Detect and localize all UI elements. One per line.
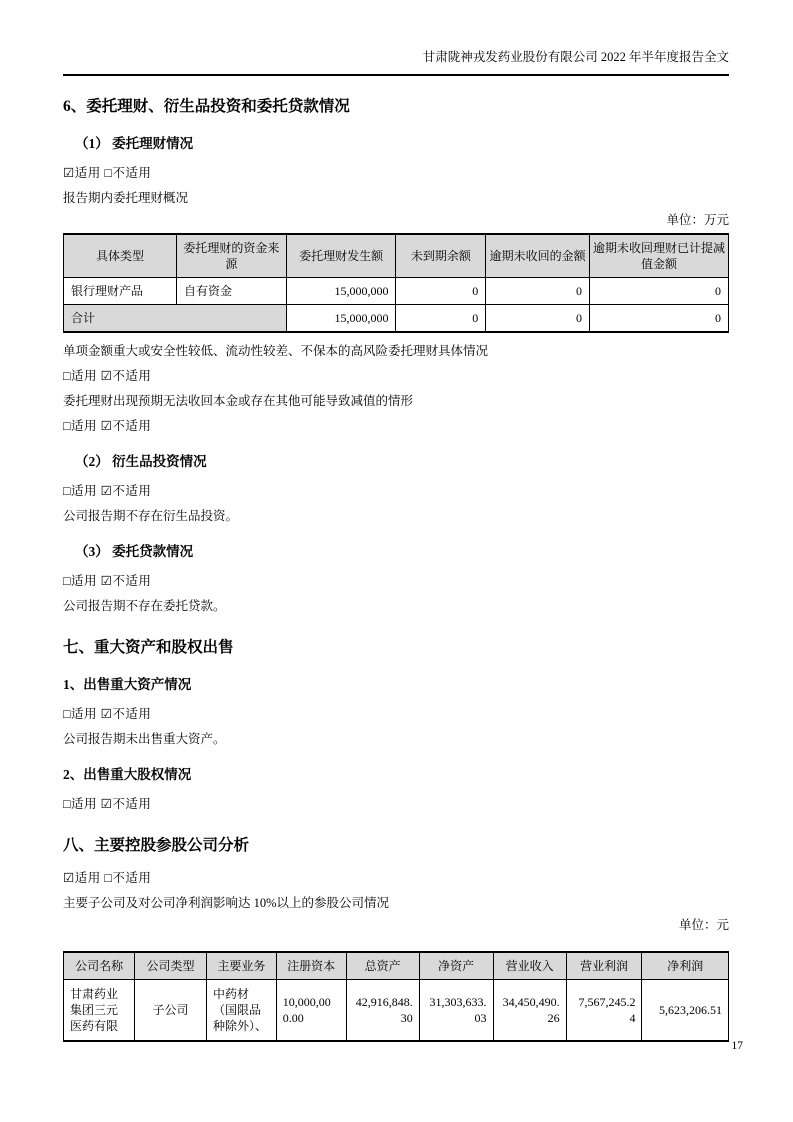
cell-total-assets: 42,916,848.30 xyxy=(346,980,419,1042)
wealth-management-table xyxy=(63,233,729,333)
section-6-3-title: （3） 委托贷款情况 xyxy=(75,544,194,559)
cell-amount: 15,000,000 xyxy=(286,278,396,305)
applicability-line: ☑适用 □不适用 xyxy=(63,166,152,180)
column-header: 净资产 xyxy=(419,952,493,980)
doc-header-title: 甘肃陇神戎发药业股份有限公司 2022 年半年度报告全文 xyxy=(422,50,729,64)
table-header-row xyxy=(64,952,729,980)
table-total-row xyxy=(64,305,729,333)
section-7-2-title: 2、出售重大股权情况 xyxy=(63,767,192,782)
subsidiary-table xyxy=(63,951,729,1042)
table-row xyxy=(64,980,729,1042)
cell-main-business: 中药材（国限品种除外）、 xyxy=(206,980,276,1042)
cell-company-name: 甘肃药业集团三元医药有限 xyxy=(64,980,135,1042)
doc-header xyxy=(63,50,729,76)
column-header: 具体类型 xyxy=(64,234,177,278)
unit-label: 单位：万元 xyxy=(666,213,729,227)
column-header: 营业收入 xyxy=(493,952,566,980)
applicability-line: □适用 ☑不适用 xyxy=(63,707,152,721)
column-header: 逾期未收回的金额 xyxy=(486,234,590,278)
wealth-intro-line: 报告期内委托理财概况 xyxy=(63,191,189,205)
column-header: 主要业务 xyxy=(206,952,276,980)
entrusted-loan-note: 公司报告期不存在委托贷款。 xyxy=(63,599,226,613)
column-header: 营业利润 xyxy=(566,952,642,980)
column-header: 委托理财发生额 xyxy=(286,234,396,278)
column-header: 公司名称 xyxy=(64,952,135,980)
asset-sale-note: 公司报告期未出售重大资产。 xyxy=(63,732,226,746)
column-header: 总资产 xyxy=(346,952,419,980)
applicability-line: □适用 ☑不适用 xyxy=(63,574,152,588)
applicability-line: □适用 ☑不适用 xyxy=(63,797,152,811)
section-6-title: 6、委托理财、衍生品投资和委托贷款情况 xyxy=(63,98,350,115)
cell-company-type: 子公司 xyxy=(135,980,207,1042)
total-amount: 15,000,000 xyxy=(286,305,396,333)
subsidiary-intro-line: 主要子公司及对公司净利润影响达 10%以上的参股公司情况 xyxy=(63,896,390,910)
total-impairment: 0 xyxy=(589,305,728,333)
column-header: 委托理财的资金来源 xyxy=(177,234,287,278)
impairment-note: 委托理财出现预期无法收回本金或存在其他可能导致减值的情形 xyxy=(63,394,414,408)
section-6-2-title: （2） 衍生品投资情况 xyxy=(75,454,207,469)
cell-type: 银行理财产品 xyxy=(64,278,177,305)
high-risk-note: 单项金额重大或安全性较低、流动性较差、不保本的高风险委托理财具体情况 xyxy=(63,344,489,358)
section-7-title: 七、重大资产和股权出售 xyxy=(63,639,234,656)
section-8-title: 八、主要控股参股公司分析 xyxy=(63,837,250,854)
cell-net-profit: 5,623,206.51 xyxy=(642,980,729,1042)
derivative-note: 公司报告期不存在衍生品投资。 xyxy=(63,509,239,523)
column-header: 逾期未收回理财已计提减值金额 xyxy=(589,234,728,278)
cell-operating-profit: 7,567,245.24 xyxy=(566,980,642,1042)
applicability-line: □适用 ☑不适用 xyxy=(63,484,152,498)
applicability-line: ☑适用 □不适用 xyxy=(63,871,152,885)
total-outstanding: 0 xyxy=(396,305,486,333)
cell-overdue: 0 xyxy=(486,278,590,305)
applicability-line: □适用 ☑不适用 xyxy=(63,369,152,383)
section-6-1-title: （1） 委托理财情况 xyxy=(75,136,194,151)
table-row xyxy=(64,278,729,305)
column-header: 公司类型 xyxy=(135,952,207,980)
column-header: 净利润 xyxy=(642,952,729,980)
page-number: 17 xyxy=(731,1040,743,1052)
cell-impairment: 0 xyxy=(589,278,728,305)
unit-label: 单位：元 xyxy=(678,918,729,932)
total-overdue: 0 xyxy=(486,305,590,333)
applicability-line: □适用 ☑不适用 xyxy=(63,419,152,433)
cell-outstanding: 0 xyxy=(396,278,486,305)
section-7-1-title: 1、出售重大资产情况 xyxy=(63,677,192,692)
column-header: 注册资本 xyxy=(276,952,346,980)
column-header: 未到期余额 xyxy=(396,234,486,278)
cell-fund-source: 自有资金 xyxy=(177,278,287,305)
cell-revenue: 34,450,490.26 xyxy=(493,980,566,1042)
total-label-cell: 合计 xyxy=(64,305,287,333)
table-header-row xyxy=(64,234,729,278)
cell-registered-capital: 10,000,000.00 xyxy=(276,980,346,1042)
cell-net-assets: 31,303,633.03 xyxy=(419,980,493,1042)
